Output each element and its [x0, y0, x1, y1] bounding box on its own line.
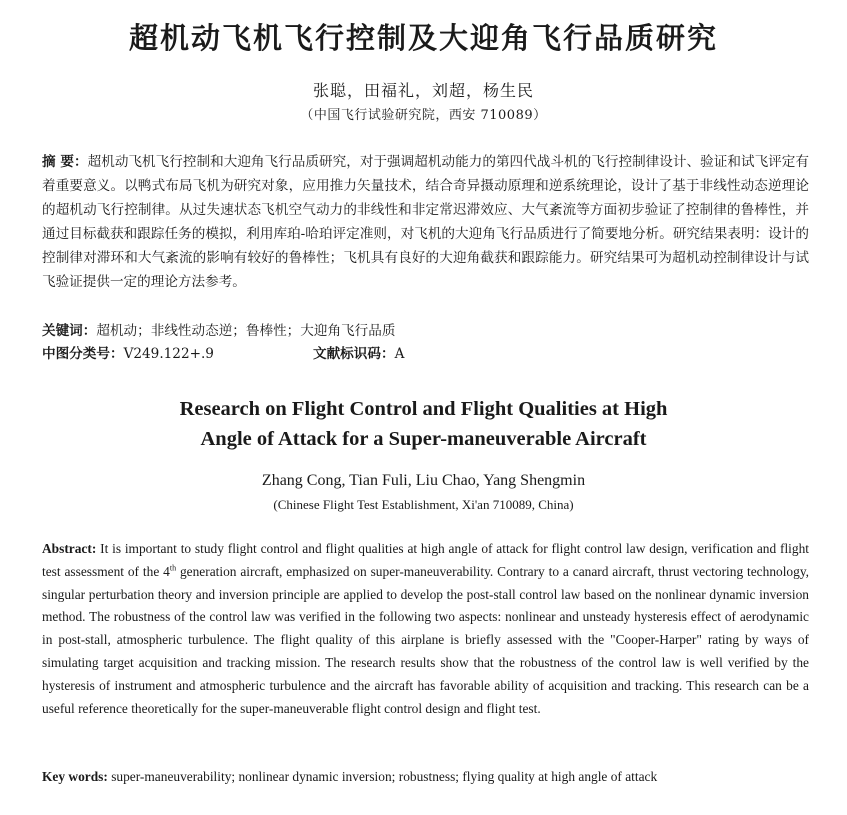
chinese-keywords	[42, 319, 395, 343]
english-authors: Zhang Cong, Tian Fuli, Liu Chao, Yang Shengmin	[261, 472, 586, 489]
english-abstract-text-2: generation aircraft, emphasized on super-maneuverability. Contrary to a canard aircraft, thrust vectoring technology, singular perturbation theory and inversion principle are applied to develop the post-stall control law based on the nonlinear dynamic inversion method. The robustness of the control law was verified in the following two aspects: nonlinear and unsteady hysteresis effect of aerodynamic in post-stall, atmospheric turbulence. The flight quality of this airplane is briefly assessed with the "Cooper-Harper" rating by ways of simulating target acquisition and tracking mission. The research results show that the robustness of the control law is well verified by the hysteresis of instrument and atmospheric turbulence and the aircraft has favorable ability of acquisition and tracking. This research can be a useful reference theoretically for the super-maneuverable flight control design and flight test.	[42, 563, 809, 716]
english-title-line-1: Research on Flight Control and Flight Qualities at High	[179, 398, 668, 420]
english-abstract-superscript: th	[169, 563, 177, 573]
chinese-abstract	[42, 150, 809, 294]
english-title-line-2: Angle of Attack for a Super-maneuverable Aircraft	[200, 428, 647, 450]
chinese-document-code-label: 文献标识码：	[313, 346, 395, 362]
chinese-title: 超机动飞机飞行控制及大迎角飞行品质研究	[128, 21, 718, 55]
english-affiliation: (Chinese Flight Test Establishment, Xi'an 710089, China)	[273, 497, 574, 512]
english-keywords-label: Key words:	[42, 769, 108, 784]
chinese-keywords-label: 关键词：	[42, 323, 97, 339]
english-abstract-label: Abstract:	[42, 541, 97, 556]
chinese-keywords-text: 超机动；非线性动态逆；鲁棒性；大迎角飞行品质	[96, 323, 396, 339]
chinese-document-code-text: A	[394, 346, 405, 362]
chinese-classification-text: V249.122+.9	[123, 346, 214, 362]
chinese-abstract-text: 超机动飞机飞行控制和大迎角飞行品质研究，对于强调超机动能力的第四代战斗机的飞行控制律设计、验证和试飞评定有着重要意义。以鸭式布局飞机为研究对象，应用推力矢量技术，结合奇异摄动原理和逆系统理论，设计了基于非线性动态逆理论的超机动飞行控制律。从过失速状态飞机空气动力的非线性和非定常迟滞效应、大气紊流等方面初步验证了控制律的鲁棒性，并通过目标截获和跟踪任务的模拟，利用库珀-哈珀评定准则，对飞机的大迎角飞行品质进行了简要地分析。研究结果表明：设计的控制律对滞环和大气紊流的影响有较好的鲁棒性；飞机具有良好的大迎角截获和跟踪能力。研究结果可为超机动控制律设计与试飞验证提供一定的理论方法参考。	[42, 154, 810, 290]
english-abstract-text-1: It is important to study flight control and flight qualities at high angle of attack for flight control law design, verification and flight test assessment of the 4	[42, 541, 809, 579]
chinese-abstract-label: 摘 要：	[42, 154, 88, 170]
chinese-affiliation: （中国飞行试验研究院，西安 710089）	[300, 108, 547, 123]
english-keywords-text: super-maneuverability; nonlinear dynamic inversion; robustness; flying quality at high angle of attack	[107, 769, 658, 784]
english-abstract	[42, 538, 809, 720]
chinese-classification	[42, 342, 214, 366]
chinese-document-code	[313, 342, 404, 366]
chinese-authors: 张聪，田福礼，刘超，杨生民	[312, 81, 534, 100]
english-keywords	[42, 766, 809, 789]
chinese-classification-label: 中图分类号：	[42, 346, 124, 362]
english-title	[0, 394, 847, 454]
